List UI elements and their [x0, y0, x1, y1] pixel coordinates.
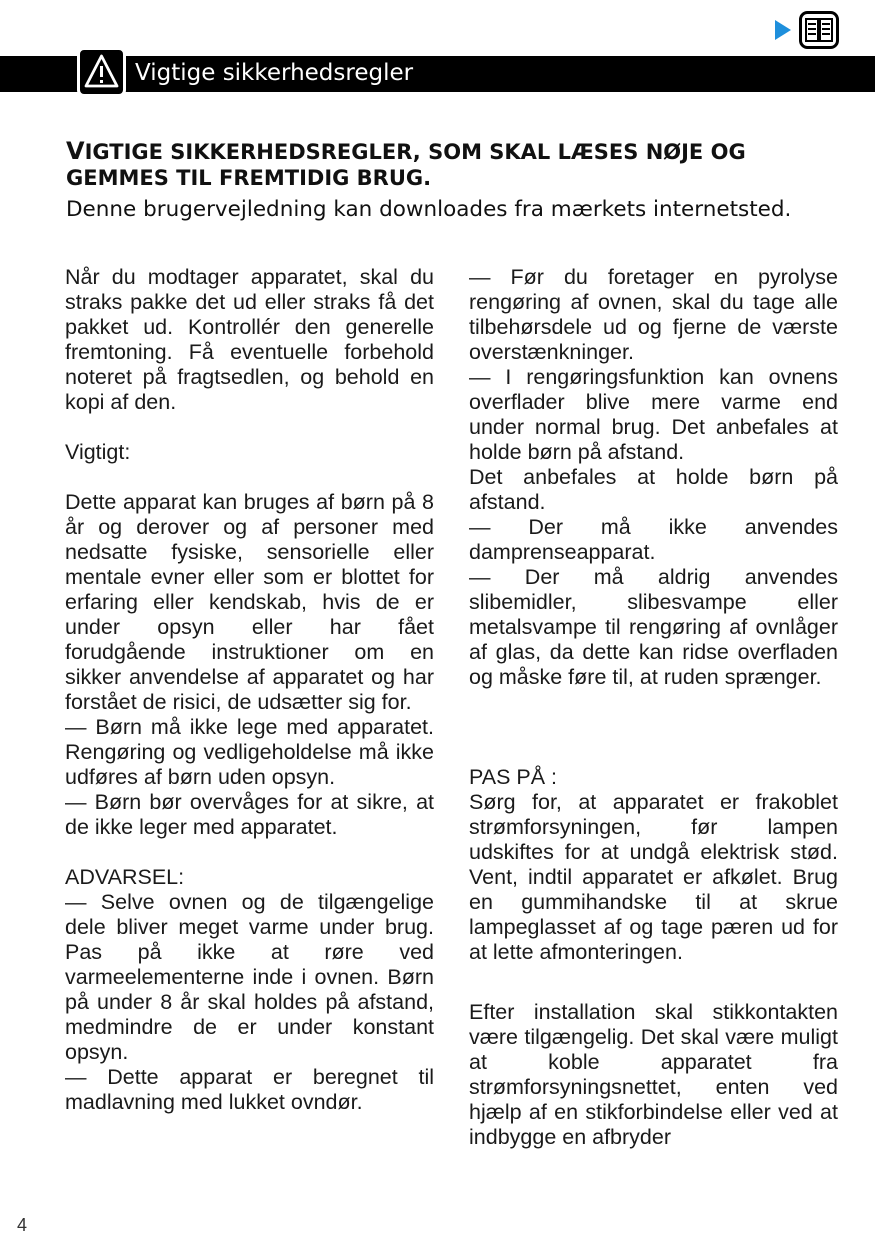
children-play-paragraph: — Børn må ikke lege med apparatet. Rengøring og vedligeholdelse må ikke udføres af børn uden opsyn. [65, 715, 434, 789]
keep-children-away-paragraph: Det anbefales at holde børn på afstand. [469, 465, 838, 514]
heading-text: IGTIGE SIKKERHEDSREGLER, SOM SKAL LÆSES NØJE OG GEMMES TIL FREMTIDIG BRUG. [66, 140, 746, 190]
warning-label: ADVARSEL: [65, 865, 185, 889]
children-supervise-paragraph: — Børn bør overvåges for at sikre, at de ikke leger med apparatet. [65, 790, 434, 839]
right-column [469, 265, 838, 1150]
left-column [65, 265, 434, 1115]
cleaning-hot-paragraph: — I rengøringsfunktion kan ovnens overflader blive mere varme end under normal brug. Det anbefales at holde børn på afstand. [469, 365, 838, 464]
section-header-bar [0, 56, 875, 92]
caution-label: PAS PÅ : [469, 765, 558, 789]
section-title: Vigtige sikkerhedsregler [135, 60, 414, 86]
download-note: Denne brugervejledning kan downloades fra mærkets internetsted. [66, 197, 792, 222]
page-heading [66, 138, 826, 191]
pyrolysis-paragraph: — Før du foretager en pyrolyse rengøring af ovnen, skal du tage alle tilbehørsdele ud og fjerne de værste overstænkninger. [469, 265, 838, 364]
warning-hot-paragraph: — Selve ovnen og de tilgængelige dele bliver meget varme under brug. Pas på ikke at røre ved varmeelementerne inde i ovnen. Børn på under 8 år skal holdes på afstand, medmindre de er under konstant opsyn. [65, 890, 434, 1064]
manual-book-icon[interactable] [799, 11, 839, 49]
installation-paragraph: Efter installation skal stikkontakten være tilgængelig. Det skal være muligt at koble apparatet fra strømforsyningsnettet, enten ved hjælp af en stikforbindelse eller ved at indbygge en afbryder [469, 1000, 838, 1149]
caution-paragraph: Sørg for, at apparatet er frakoblet strømforsyningen, før lampen udskiftes for at undgå elektrisk stød. Vent, indtil apparatet er afkølet. Brug en gummihandske til at skrue lampeglasset af og tage pæren ud for at lette afmonteringen. [469, 790, 838, 964]
no-steam-paragraph: — Der må ikke anvendes damprenseapparat. [469, 515, 838, 564]
page-number: 4 [17, 1215, 28, 1235]
receiving-paragraph: Når du modtager apparatet, skal du straks pakke det ud eller straks få det pakket ud. Kontrollér den generelle fremtoning. Få eventuelle forbehold noteret på fragtsedlen, og behold en kopi af den. [65, 265, 434, 414]
no-abrasives-paragraph: — Der må aldrig anvendes slibemidler, slibesvampe eller metalsvampe til rengøring af ovnlåger af glas, da dette kan ridse overfladen og måske føre til, at ruden sprænger. [469, 565, 838, 689]
important-paragraph: Dette apparat kan bruges af børn på 8 år og derover og af personer med nedsatte fysiske, sensorielle eller mentale evner eller som er blottet for erfaring eller kendskab, hvis de er under opsyn eller har fået forudgående instruktioner om en sikker anvendelse af apparatet og har forstået de risici, de udsætter sig for. [65, 490, 434, 714]
play-arrow-icon[interactable] [775, 20, 791, 40]
warning-triangle-icon [77, 47, 126, 97]
warning-closed-door-paragraph: — Dette apparat er beregnet til madlavning med lukket ovndør. [65, 1065, 434, 1114]
heading-initial: V [66, 137, 85, 165]
important-label: Vigtigt: [65, 440, 131, 464]
